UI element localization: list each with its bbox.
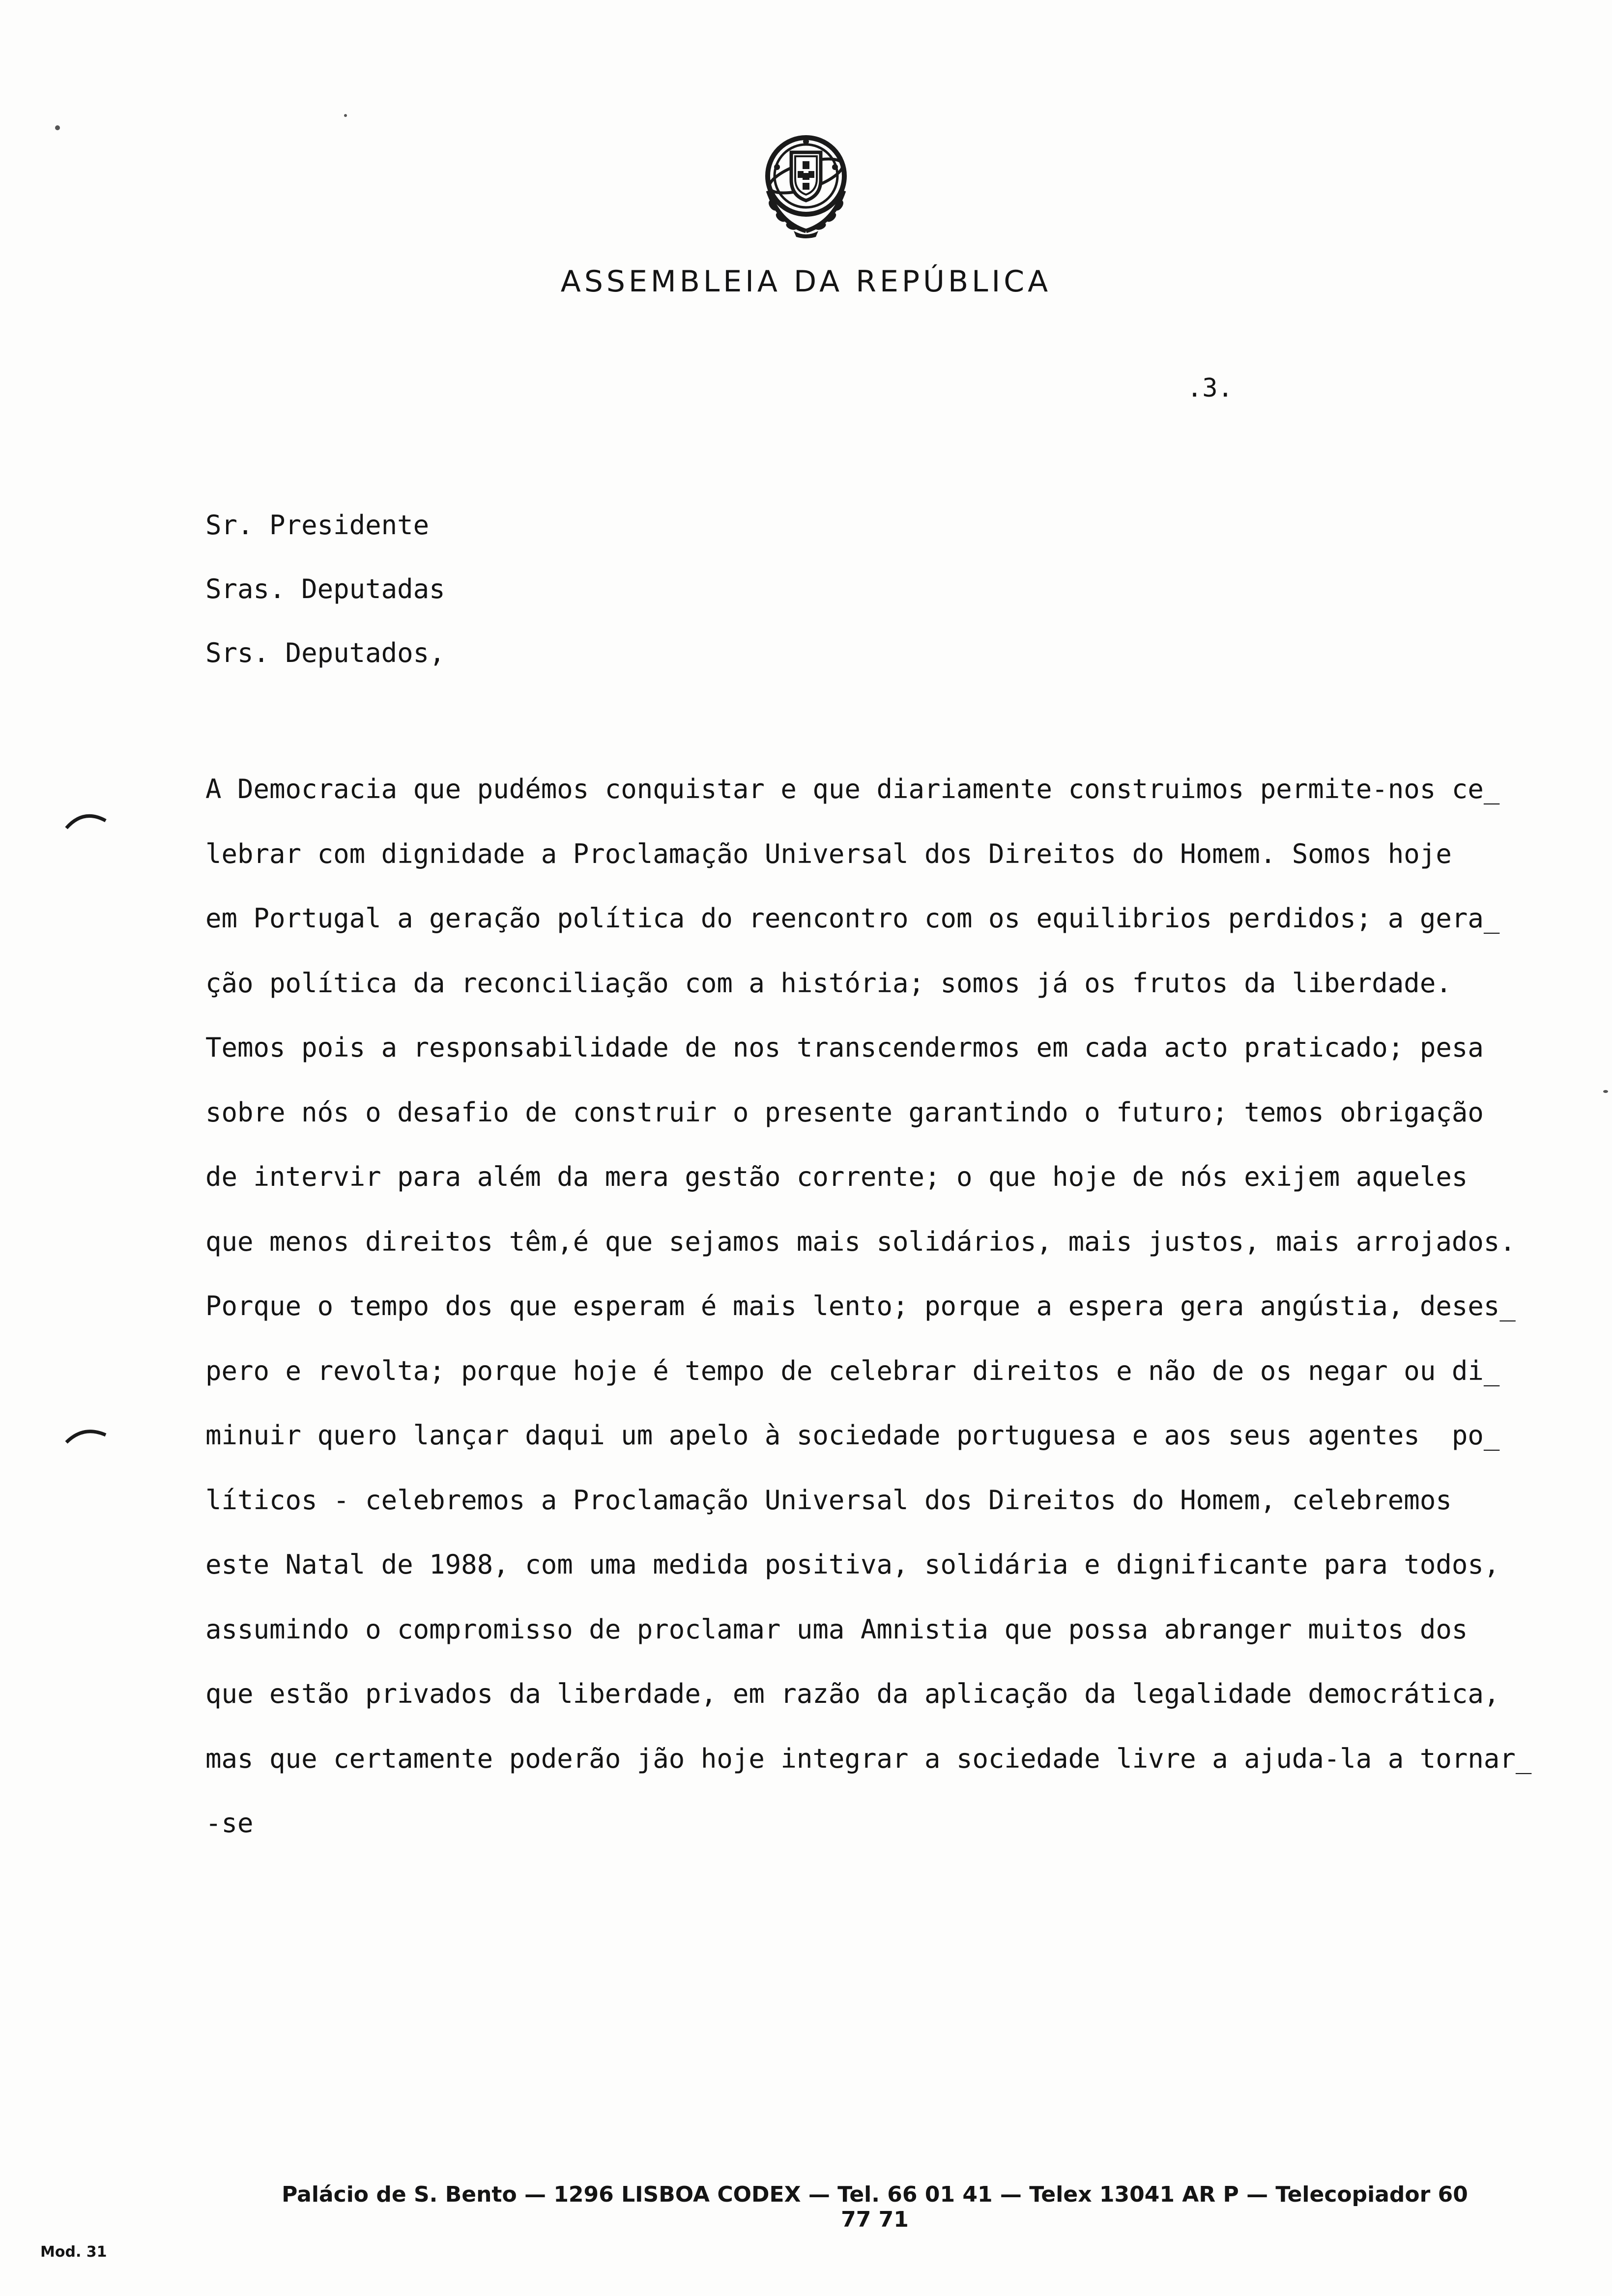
punch-hole-mark bbox=[64, 806, 108, 835]
text-line: lebrar com dignidade a Proclamação Universal dos Direitos do Homem. Somos hoje bbox=[205, 838, 1452, 869]
text-line: -se bbox=[205, 1808, 254, 1838]
text-line: líticos - celebremos a Proclamação Universal dos Direitos do Homem, celebremos bbox=[205, 1484, 1452, 1516]
portuguese-coat-of-arms-icon bbox=[745, 122, 867, 240]
body-paragraph bbox=[205, 757, 1562, 1856]
text-line: Porque o tempo dos que esperam é mais lento; porque a espera gera angústia, deses_ bbox=[205, 1291, 1516, 1321]
text-line: sobre nós o desafio de construir o presente garantindo o futuro; temos obrigação bbox=[205, 1096, 1484, 1128]
text-line: ção política da reconciliação com a história; somos já os frutos da liberdade. bbox=[205, 967, 1452, 999]
scan-speck bbox=[55, 125, 60, 130]
text-line: mas que certamente poderão jão hoje integrar a sociedade livre a ajuda-la a tornar_ bbox=[205, 1743, 1532, 1774]
text-line: assumindo o compromisso de proclamar uma Amnistia que possa abranger muitos dos bbox=[205, 1613, 1468, 1645]
text-line: minuir quero lançar daqui um apelo à sociedade portuguesa e aos seus agentes po_ bbox=[205, 1420, 1500, 1451]
form-code: Mod. 31 bbox=[40, 2243, 107, 2261]
salutation-line: Sras. Deputadas bbox=[205, 574, 445, 604]
salutation-line: Srs. Deputados, bbox=[205, 637, 445, 668]
scan-speck bbox=[1603, 1090, 1608, 1093]
text-line: que menos direitos têm,é que sejamos mais solidários, mais justos, mais arrojados. bbox=[205, 1226, 1516, 1257]
text-line: em Portugal a geração política do reencontro com os equilibrios perdidos; a gera_ bbox=[205, 903, 1500, 934]
text-line: que estão privados da liberdade, em razão da aplicação da legalidade democrática, bbox=[205, 1678, 1500, 1709]
text-line: A Democracia que pudémos conquistar e que diariamente construimos permite-nos ce_ bbox=[205, 774, 1500, 804]
text-line: Temos pois a responsabilidade de nos transcendermos em cada acto praticado; pesa bbox=[205, 1032, 1484, 1063]
footer-address: Palácio de S. Bento — 1296 LISBOA CODEX — Tel. 66 01 41 — Telex 13041 AR P — Telecopiador 60 77 71 bbox=[282, 2182, 1468, 2232]
text-line: de intervir para além da mera gestão corrente; o que hoje de nós exijem aqueles bbox=[205, 1161, 1468, 1192]
punch-hole-mark bbox=[64, 1420, 108, 1450]
page-number: .3. bbox=[1187, 373, 1233, 403]
scan-speck bbox=[344, 114, 347, 117]
institution-name: ASSEMBLEIA DA REPÚBLICA bbox=[560, 264, 1052, 299]
salutation bbox=[205, 493, 445, 685]
text-line: pero e revolta; porque hoje é tempo de celebrar direitos e não de os negar ou di_ bbox=[205, 1355, 1500, 1386]
text-line: este Natal de 1988, com uma medida positiva, solidária e dignificante para todos, bbox=[205, 1549, 1500, 1580]
salutation-line: Sr. Presidente bbox=[205, 510, 430, 541]
